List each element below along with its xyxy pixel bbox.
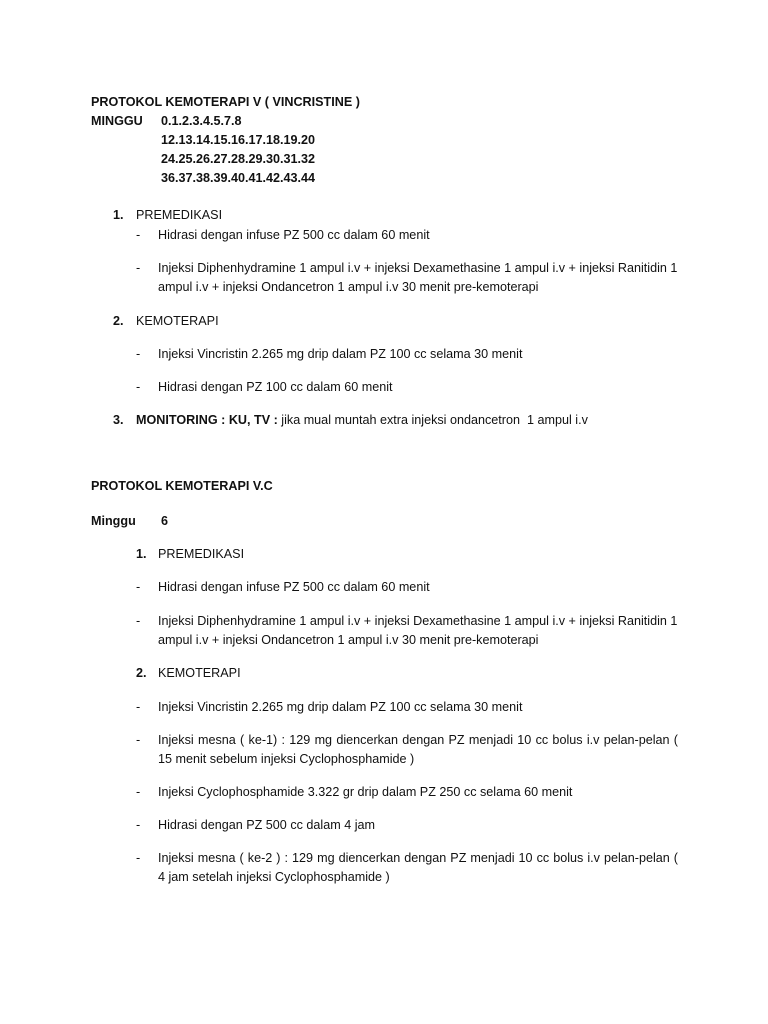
list-item: Injeksi Cyclophosphamide 3.322 gr drip dalam PZ 250 cc selama 60 menit <box>158 785 573 799</box>
list-item: Injeksi Diphenhydramine 1 ampul i.v + injeksi Dexamethasine 1 ampul i.v + injeksi Ranitidin 1 ampul i.v + injeksi Ondancetron 1 ampul i.v 30 menit pre-kemoterapi <box>158 261 678 294</box>
bullet-dash: - <box>136 261 141 275</box>
bullet-dash: - <box>136 785 141 799</box>
bullet-dash: - <box>136 347 141 361</box>
section2-title: PROTOKOL KEMOTERAPI V.C <box>91 479 273 493</box>
list-number: 2. <box>136 666 147 680</box>
list-number: 1. <box>113 208 124 222</box>
section1-week-line: 36.37.38.39.40.41.42.43.44 <box>161 171 316 185</box>
list-number: 1. <box>136 547 147 561</box>
list-item: Hidrasi dengan infuse PZ 500 cc dalam 60 menit <box>158 580 430 594</box>
monitoring-text: jika mual muntah extra injeksi ondancetron 1 ampul i.v <box>277 413 588 427</box>
list-item: Hidrasi dengan infuse PZ 500 cc dalam 60 menit <box>158 228 430 242</box>
section1-premed-heading: PREMEDIKASI <box>136 208 223 222</box>
list-number: 3. <box>113 413 124 427</box>
bullet-dash: - <box>136 228 141 242</box>
bullet-dash: - <box>136 733 141 747</box>
bullet-dash: - <box>136 614 141 628</box>
list-item: Injeksi mesna ( ke-2 ) : 129 mg diencerkan dengan PZ menjadi 10 cc bolus i.v pelan-pelan ( 4 jam setelah injeksi Cyclophosphamide ) <box>158 851 678 884</box>
section2-week-value: 6 <box>161 514 169 528</box>
list-item: Injeksi Vincristin 2.265 mg drip dalam PZ 100 cc selama 30 menit <box>158 700 523 714</box>
section2-week-label: Minggu <box>91 514 136 528</box>
section1-week-line: 24.25.26.27.28.29.30.31.32 <box>161 152 316 166</box>
list-item: Injeksi Diphenhydramine 1 ampul i.v + injeksi Dexamethasine 1 ampul i.v + injeksi Ranitidin 1 ampul i.v + injeksi Ondancetron 1 ampul i.v 30 menit pre-kemoterapi <box>158 614 678 647</box>
section1-title: PROTOKOL KEMOTERAPI V ( VINCRISTINE ) <box>91 95 360 109</box>
bullet-dash: - <box>136 851 141 865</box>
list-item: Hidrasi dengan PZ 100 cc dalam 60 menit <box>158 380 393 394</box>
bullet-dash: - <box>136 700 141 714</box>
list-item: Injeksi Vincristin 2.265 mg drip dalam PZ 100 cc selama 30 menit <box>158 347 523 361</box>
bullet-dash: - <box>136 818 141 832</box>
monitoring-heading: MONITORING : KU, TV : <box>136 413 278 427</box>
section1-kemo-heading: KEMOTERAPI <box>136 314 219 328</box>
section1-week-line: 0.1.2.3.4.5.7.8 <box>161 114 242 128</box>
list-item: Hidrasi dengan PZ 500 cc dalam 4 jam <box>158 818 376 832</box>
section1-week-label: MINGGU <box>91 114 143 128</box>
bullet-dash: - <box>136 380 141 394</box>
list-item: Injeksi mesna ( ke-1) : 129 mg diencerkan dengan PZ menjadi 10 cc bolus i.v pelan-pelan ( 15 menit sebelum injeksi Cyclophosphamide ) <box>158 733 678 766</box>
bullet-dash: - <box>136 580 141 594</box>
section2-premed-heading: PREMEDIKASI <box>158 547 245 561</box>
section1-week-line: 12.13.14.15.16.17.18.19.20 <box>161 133 316 147</box>
list-number: 2. <box>113 314 124 328</box>
section2-kemo-heading: KEMOTERAPI <box>158 666 241 680</box>
section1-monitoring <box>136 411 588 430</box>
